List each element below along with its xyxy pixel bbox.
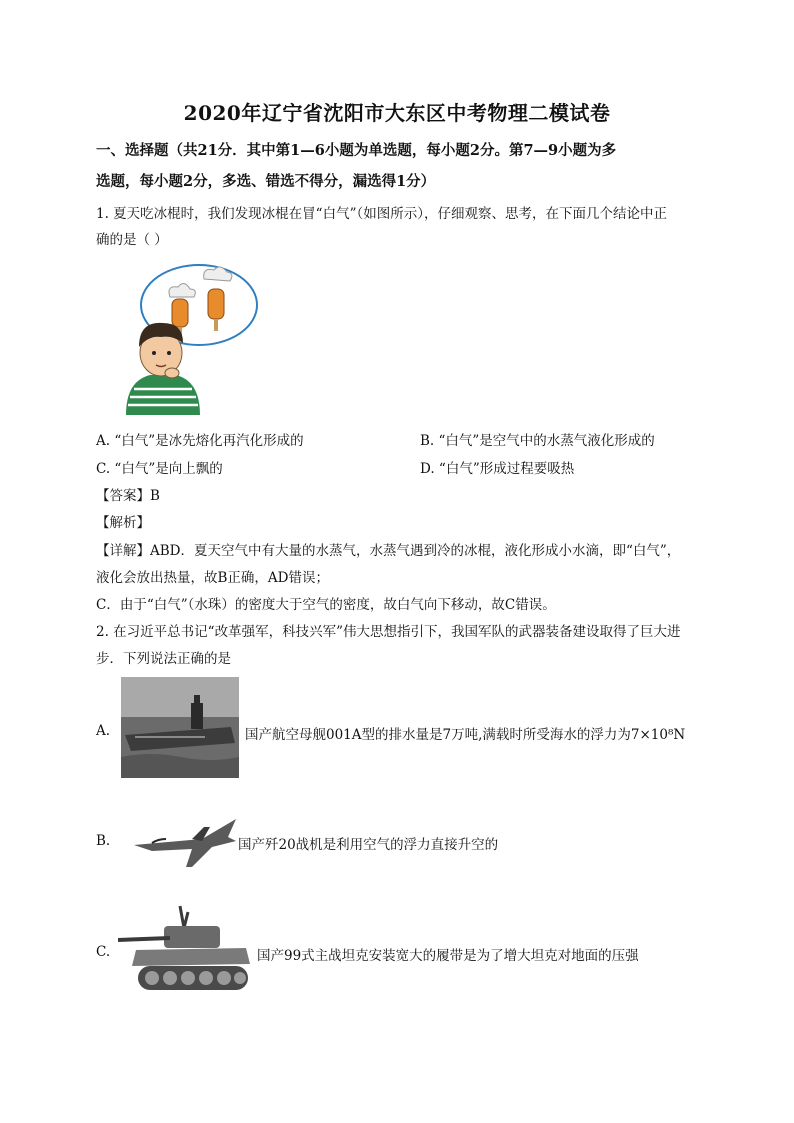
fighter-jet-photo: [132, 813, 238, 871]
answer-tag: 【答案】: [96, 488, 150, 504]
q2-option-b-letter: B.: [96, 833, 111, 849]
q1-answer: [96, 484, 160, 504]
section-heading-line1: 一、选择题（共21分．其中第1—6小题为单选题，每小题2分。第7—9小题为多: [96, 142, 617, 159]
main-battle-tank-photo: [118, 900, 254, 1004]
boy-thinking-icepop-illustration: [114, 257, 264, 415]
aircraft-carrier-photo: [121, 677, 239, 778]
q2-option-b-text: 国产歼20战机是利用空气的浮力直接升空的: [238, 837, 499, 853]
q1-option-c: C. “白气”是向上飘的: [96, 461, 223, 477]
answer-value: B: [150, 488, 160, 504]
q2-option-c-text: 国产99式主战坦克安装宽大的履带是为了增大坦克对地面的压强: [257, 948, 639, 964]
detail-tag: 【详解】: [96, 543, 150, 559]
q1-stem-line2: 确的是（ ）: [96, 232, 168, 248]
q2-stem-line2: 步．下列说法正确的是: [96, 651, 231, 667]
q1-detail-line3: C．由于“白气”（水珠）的密度大于空气的密度，故白气向下移动，故C错误。: [96, 597, 556, 613]
q1-option-a: A. “白气”是冰先熔化再汽化形成的: [96, 433, 304, 449]
page-title: 2020年辽宁省沈阳市大东区中考物理二模试卷: [183, 101, 611, 125]
q1-option-b: B. “白气”是空气中的水蒸气液化形成的: [420, 433, 655, 449]
q1-option-d: D. “白气”形成过程要吸热: [420, 461, 575, 477]
q2-option-c-letter: C.: [96, 944, 111, 960]
q2-stem-line1: 2. 在习近平总书记“改革强军，科技兴军”伟大思想指引下，我国军队的武器装备建设取得了巨大进: [96, 624, 681, 640]
analysis-tag: 【解析】: [96, 515, 150, 531]
detail-text-1: ABD．夏天空气中有大量的水蒸气，水蒸气遇到冷的冰棍，液化形成小水滴，即“白气”，: [150, 543, 681, 559]
q1-stem-line1: 1. 夏天吃冰棍时，我们发现冰棍在冒“白气”（如图所示），仔细观察、思考，在下面几个结论中正: [96, 206, 667, 222]
q1-detail-line1: [96, 539, 680, 559]
q1-detail-line2: 液化会放出热量，故B正确，AD错误；: [96, 570, 329, 586]
q2-option-a-letter: A.: [96, 723, 111, 739]
section-heading-line2: 选题，每小题2分，多选、错选不得分，漏选得1分）: [96, 173, 436, 190]
q2-option-a-text: 国产航空母舰001A型的排水量是7万吨,满载时所受海水的浮力为7×10⁸N: [245, 727, 686, 743]
